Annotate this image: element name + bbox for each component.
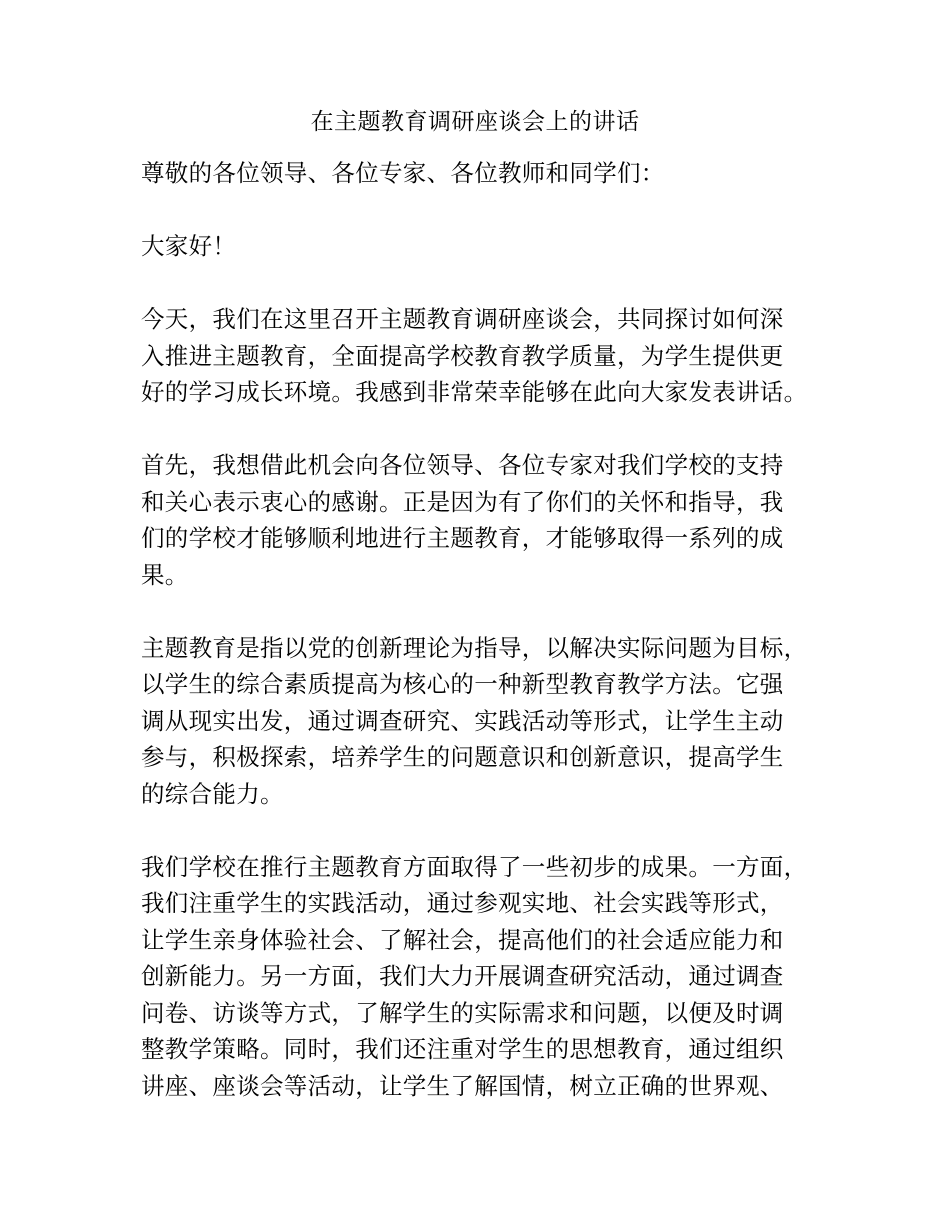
body-paragraph [141, 630, 841, 813]
salutation-paragraph [141, 155, 841, 192]
text-line: 我们注重学生的实践活动，通过参观实地、社会实践等形式， [141, 889, 784, 917]
text-line: 整教学策略。同时，我们还注重对学生的思想教育，通过组织 [141, 1035, 784, 1063]
text-line: 入推进主题教育，全面提高学校教育教学质量，为学生提供更 [141, 341, 784, 370]
text-line: 让学生亲身体验社会、了解社会，提高他们的社会适应能力和 [141, 925, 784, 954]
text-line: 大家好！ [141, 232, 237, 260]
text-line: 参与，积极探索，培养学生的问题意识和创新意识，提高学生 [141, 743, 784, 771]
greeting-paragraph [141, 228, 841, 265]
text-line: 主题教育是指以党的创新理论为指导，以解决实际问题为目标， [141, 633, 808, 662]
text-line: 好的学习成长环境。我感到非常荣幸能够在此向大家发表讲话。 [141, 378, 808, 406]
body-paragraph [141, 849, 841, 1105]
text-line: 创新能力。另一方面，我们大力开展调查研究活动，通过调查 [141, 962, 784, 990]
text-line: 今天，我们在这里召开主题教育调研座谈会，共同探讨如何深 [141, 305, 784, 333]
text-line: 的综合能力。 [141, 779, 284, 808]
text-line: 讲座、座谈会等活动，让学生了解国情，树立正确的世界观、 [141, 1071, 784, 1100]
document-title: 在主题教育调研座谈会上的讲话 [310, 109, 640, 135]
body-paragraph [141, 301, 841, 411]
text-line: 问卷、访谈等方式，了解学生的实际需求和问题，以便及时调 [141, 998, 784, 1027]
text-line: 和关心表示衷心的感谢。正是因为有了你们的关怀和指导，我 [141, 487, 784, 516]
body-paragraph [141, 447, 841, 593]
text-line: 首先，我想借此机会向各位领导、各位专家对我们学校的支持 [141, 451, 784, 479]
document-body [141, 155, 841, 1104]
text-line: 果。 [141, 560, 189, 589]
text-line: 尊敬的各位领导、各位专家、各位教师和同学们： [141, 159, 665, 187]
text-line: 以学生的综合素质提高为核心的一种新型教育教学方法。它强 [141, 670, 784, 698]
text-line: 们的学校才能够顺利地进行主题教育，才能够取得一系列的成 [141, 524, 784, 552]
text-line: 调从现实出发，通过调查研究、实践活动等形式，让学生主动 [141, 706, 784, 735]
text-line: 我们学校在推行主题教育方面取得了一些初步的成果。一方面， [141, 852, 808, 881]
